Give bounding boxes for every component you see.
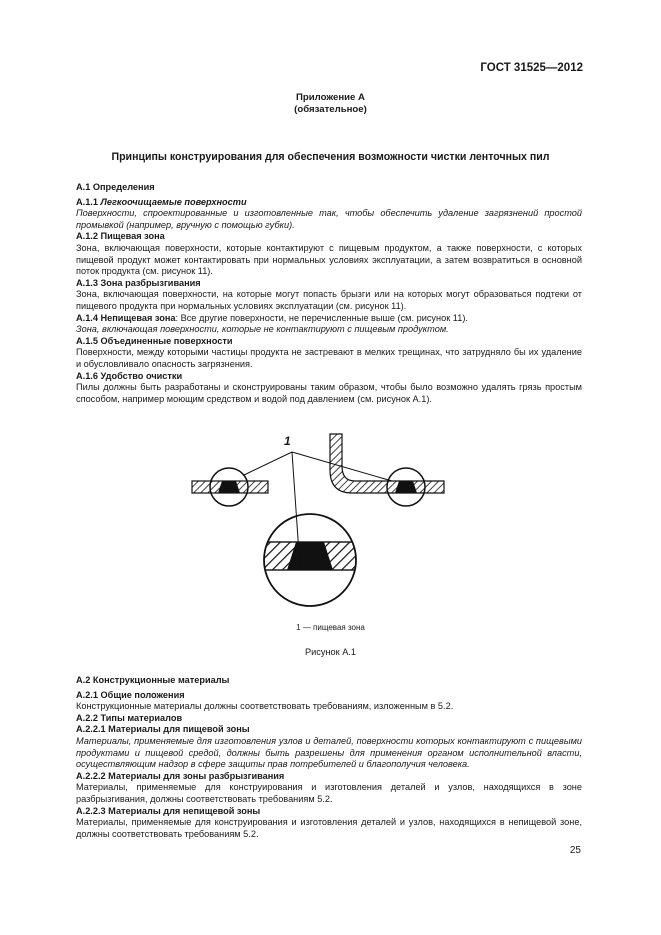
section-a1 xyxy=(76,182,582,405)
a222-heading: А.2.2.2 Материалы для зоны разбрызгивания xyxy=(76,770,285,781)
a114-heading: А.1.4 Непищевая зона xyxy=(76,312,176,323)
a115-heading: А.1.5 Объединенные поверхности xyxy=(76,335,233,346)
a116-heading: А.1.6 Удобство очистки xyxy=(76,370,183,381)
a112-heading: А.1.2 Пищевая зона xyxy=(76,231,165,242)
a222-text: Материалы, применяемые для конструирования и изготовления деталей и узлов, находящихся в зоне разбрызгивания, должны соответствовать требованиям 5.2. xyxy=(76,782,582,804)
left-joint xyxy=(192,468,268,506)
a111-term: Легкоочищаемые поверхности xyxy=(100,196,247,207)
a1-heading: А.1 Определения xyxy=(76,182,155,192)
a114-text: : Все другие поверхности, не перечисленные выше (см. рисунок 11). xyxy=(175,312,468,323)
a114-italic: Зона, включающая поверхности, которые не контактируют с пищевым продуктом. xyxy=(76,324,449,335)
a221-text: Материалы, применяемые для изготовления узлов и деталей, поверхности которых контактируют с пищевыми продуктами и пищевой средой, должны быть разрешены для применения органом исполнительной власти, осуществляющим надзор в сфере защиты прав потребителей и благополучия человека. xyxy=(76,735,582,770)
appendix-note: (обязательное) xyxy=(294,104,367,115)
standard-header: ГОСТ 31525—2012 xyxy=(480,62,583,74)
a114-line xyxy=(76,313,582,325)
a2-heading: А.2 Конструкционные материалы xyxy=(76,675,230,685)
a223-text: Материалы, применяемые для конструирования и изготовления деталей и узлов, находящихся в непищевой зоне, должны соответствовать требованиям 5.2. xyxy=(76,817,582,839)
section-a2 xyxy=(76,675,582,840)
a21-heading: А.2.1 Общие положения xyxy=(76,689,185,700)
page-number: 25 xyxy=(569,845,581,856)
a111-number: А.1.1 xyxy=(76,196,98,207)
a221-heading: А.2.2.1 Материалы для пищевой зоны xyxy=(76,724,250,735)
appendix-title: Приложение А xyxy=(296,92,365,103)
a115-text: Поверхности, между которыми частицы продукта не застревают в мелких трещинах, что затрудняло бы их удаление и обусловливало опасность загрязнения. xyxy=(76,347,582,369)
main-title: Принципы конструирования для обеспечения возможности чистки ленточных пил xyxy=(111,151,550,163)
a22-heading: А.2.2 Типы материалов xyxy=(76,712,183,723)
callout-leaders xyxy=(244,452,392,568)
a21-text: Конструкционные материалы должны соответствовать требованиям, изложенным в 5.2. xyxy=(76,701,454,712)
a116-text: Пилы должны быть разработаны и сконструированы таким образом, чтобы было возможно удалять грязь простым способом, например моющим средством и водой под давлением (см. рисунок А.1). xyxy=(76,382,582,404)
a111-heading xyxy=(76,197,582,209)
figure-callout: 1 xyxy=(284,434,291,448)
a112-text: Зона, включающая поверхности, которые контактируют с пищевым продуктом, а также поверхности, с которых пищевой продукт может контактировать при нормальных условиях эксплуатации, а затем возвратиться в основной поток продукта (см. рисунок 11). xyxy=(76,242,582,277)
a113-heading: А.1.3 Зона разбрызгивания xyxy=(76,277,201,288)
right-joint xyxy=(330,434,444,506)
figure-caption: Рисунок А.1 xyxy=(305,647,356,657)
a111-text: Поверхности, спроектированные и изготовленные так, чтобы обеспечить удаление загрязнений простой промывкой (например, вручную с помощью губки). xyxy=(76,208,582,230)
a113-text: Зона, включающая поверхности, на которые могут попасть брызги или на которых могут образоваться подтеки от пищевого продукта при нормальных условиях эксплуатации (см. рисунок 11). xyxy=(76,289,582,311)
figure-legend: 1 — пищевая зона xyxy=(296,623,365,632)
a223-heading: А.2.2.3 Материалы для непищевой зоны xyxy=(76,805,261,816)
detail-joint xyxy=(262,514,358,606)
